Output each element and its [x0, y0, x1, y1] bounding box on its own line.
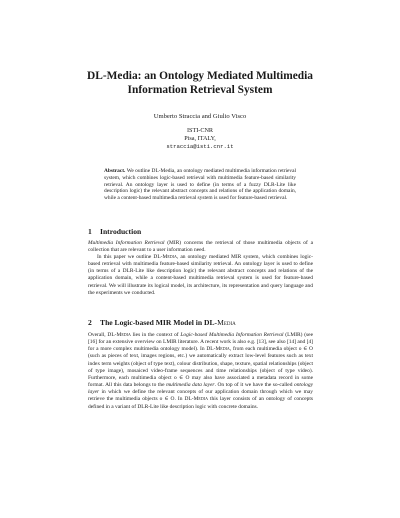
- intro-paragraph-2: [88, 254, 313, 297]
- abstract: [104, 168, 296, 202]
- s2-text-11: in which we define the relevant concepts of our application domain through which we may retrieve the multimedia objects o ∈ O. In DL-: [88, 389, 313, 403]
- intro-p1-rest: (MIR) concerns the retrieval of those multimedia objects of a collection that are relevant to a user information need.: [88, 240, 313, 254]
- author-names: Umberto Straccia and Giulio Visco: [153, 113, 247, 120]
- s2-text-7: , from each multimedia object o ∈ O (such as pieces of text, images regions, etc.) we automatically extract low-level features such as text index term weights (object of type text), colour distribution, shape, texture, spatial relationships (object of type image), mosaiced video-frame sequences and time relationships (object of type video). Furthermore, each multimedia object o ∈ O may also have associated a metadata record in some format. All this data belongs to the: [88, 346, 313, 389]
- affiliation-block: [0, 127, 400, 151]
- section-2-heading: [88, 318, 236, 327]
- intro-p2-b: , an ontology mediated MIR system, which combines logic-based retrieval with multimedia feature-based similarity retrieval. An ontology layer is used to define (in terms of a DLR-Lite like description logic) the relevant abstract concepts and relations of the application domain, while a content-based multimedia retrieval system is used for feature-based retrieval. We will illustrate its logical model, its architecture, its representation and query language and the experiments we conducted.: [88, 254, 313, 296]
- title-line-1: DL-Media: an Ontology Mediated Multimedia: [87, 70, 313, 82]
- section-2-title-sc: Media: [217, 318, 236, 327]
- s2-text-2: Media: [116, 332, 131, 338]
- s2-text-1: Overall, DL-: [88, 332, 117, 338]
- section-1-title: Introduction: [100, 227, 142, 236]
- s2-text-6: Media: [215, 346, 230, 353]
- s2-text-3: lies in the context of: [130, 332, 181, 338]
- section-1-heading: [88, 227, 141, 236]
- location: Pisa, ITALY,: [184, 135, 216, 142]
- s2-text-5: (LMIR) (see [16] for an extensive overview on LMIR literature. A recent work is also e.g. [13], see also [14] and [4] for a more complex multimedia ontology model). In DL-: [88, 332, 313, 353]
- section-2-title: The Logic-based MIR Model in DL-: [100, 318, 218, 327]
- s2-text-9: . On top of it we have the so-called: [214, 382, 294, 389]
- section-1-number: 1: [88, 227, 92, 236]
- abstract-label: Abstract.: [104, 168, 126, 174]
- intro-paragraph-1: [88, 240, 313, 254]
- abstract-text: We outline DL-Media, an ontology mediated multimedia information retrieval system, which combines logic-based retrieval with multimedia feature-based similarity retrieval. An ontology layer is used to define (in terms of a fuzzy DLR-Lite like description logic) the relevant abstract concepts and relations of the application domain, while a content-based multimedia retrieval system is used for feature-based retrieval.: [104, 168, 296, 201]
- intro-p1-italic: Multimedia Information Retrieval: [88, 240, 165, 246]
- title-line-2: Information Retrieval System: [127, 83, 273, 96]
- s2-text-10: ontology layer: [88, 382, 314, 396]
- intro-p2-a: In this paper we outline DL-: [97, 254, 163, 260]
- paper-title: [60, 70, 340, 97]
- section-2-number: 2: [88, 318, 92, 327]
- s2-text-12: Media: [193, 396, 208, 403]
- intro-p2-sc: Media: [162, 254, 177, 260]
- s2-text-4: Logic-based Multimedia Information Retrieval: [180, 332, 284, 338]
- affiliation: ISTI-CNR: [186, 127, 214, 134]
- s2-text-13: this layer consists of an ontology of concepts defined in a variant of DLR-Lite like description logic with concrete domains.: [88, 396, 313, 410]
- section-2-paragraph: [88, 332, 313, 411]
- email: straccia@isti.cnr.it: [166, 143, 234, 150]
- s2-text-8: multimedia data layer: [166, 382, 215, 389]
